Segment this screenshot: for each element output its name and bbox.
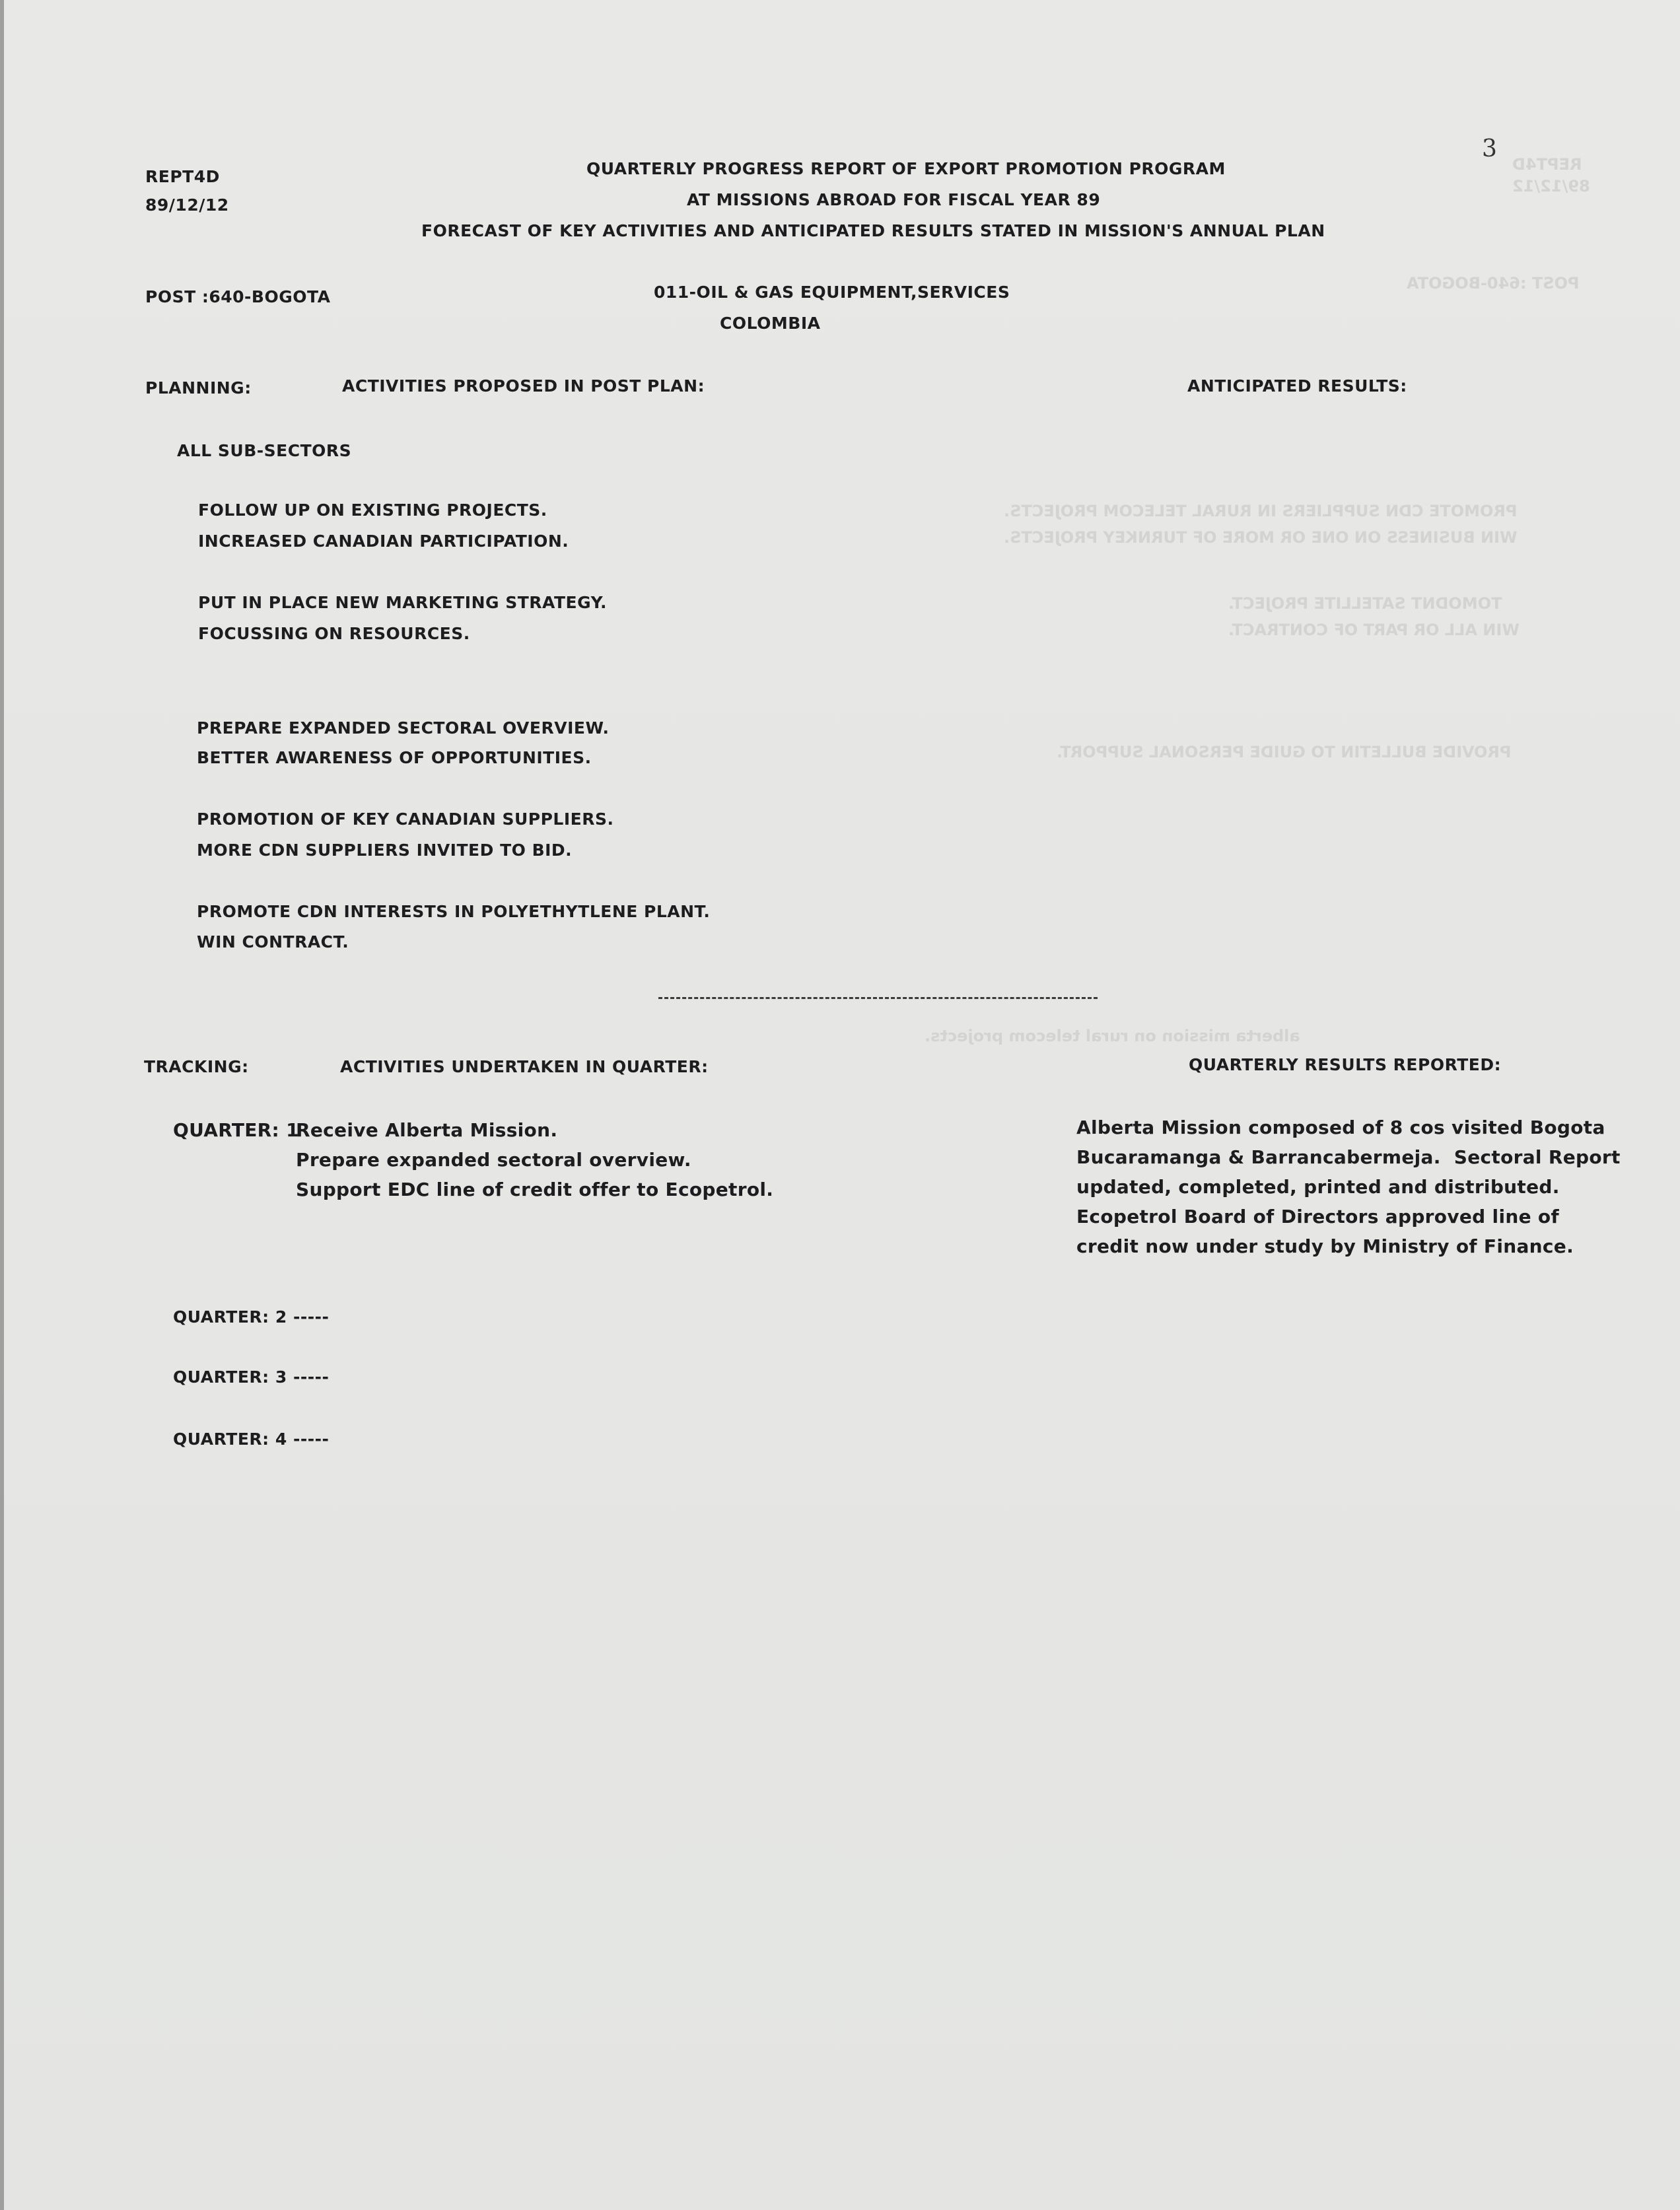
show-through-text: WIN ALL OR PART OF CONTRACT. <box>1228 621 1520 639</box>
planning-result: WIN CONTRACT. <box>197 932 349 951</box>
show-through-text: 89/12/12 <box>1512 177 1590 195</box>
quarter-1-result: Alberta Mission composed of 8 cos visited Bogota <box>1076 1117 1605 1138</box>
quarter-1-activity: Receive Alberta Mission. <box>296 1119 558 1141</box>
report-title-line-2: AT MISSIONS ABROAD FOR FISCAL YEAR 89 <box>687 190 1101 209</box>
planning-result: BETTER AWARENESS OF OPPORTUNITIES. <box>197 748 592 767</box>
planning-result: INCREASED CANADIAN PARTICIPATION. <box>198 532 569 551</box>
report-title-line-3: FORECAST OF KEY ACTIVITIES AND ANTICIPATED RESULTS STATED IN MISSION'S ANNUAL PLAN <box>421 221 1325 240</box>
planning-activity: PREPARE EXPANDED SECTORAL OVERVIEW. <box>197 718 610 738</box>
quarter-1-result: credit now under study by Ministry of Finance. <box>1076 1235 1574 1257</box>
show-through-text: alberta mission on rural telecom projects. <box>925 1027 1300 1045</box>
quarter-3-label: QUARTER: 3 ----- <box>173 1367 330 1387</box>
page-number: 3 <box>1482 135 1497 162</box>
tracking-results-heading: QUARTERLY RESULTS REPORTED: <box>1189 1055 1502 1074</box>
report-date: 89/12/12 <box>145 195 229 215</box>
post-label: POST :640-BOGOTA <box>145 287 331 306</box>
sector-label: 011-OIL & GAS EQUIPMENT,SERVICES <box>654 283 1010 302</box>
show-through-text: POST :640-BOGOTA <box>1407 274 1580 293</box>
planning-result: FOCUSSING ON RESOURCES. <box>198 624 470 643</box>
subsector-label: ALL SUB-SECTORS <box>177 441 352 460</box>
quarter-1-label: QUARTER: 1 <box>173 1119 299 1141</box>
quarter-1-activity: Prepare expanded sectoral overview. <box>296 1149 691 1171</box>
section-separator <box>658 997 1098 999</box>
planning-label: PLANNING: <box>145 378 252 397</box>
quarter-4-label: QUARTER: 4 ----- <box>173 1430 330 1449</box>
planning-activities-heading: ACTIVITIES PROPOSED IN POST PLAN: <box>342 376 705 396</box>
report-id: REPT4D <box>145 167 220 186</box>
show-through-text: PROVIDE BULLETIN TO GUIDE PERSONAL SUPPORT. <box>1057 743 1512 761</box>
show-through-text: REPT4D <box>1512 155 1582 174</box>
report-title-line-1: QUARTERLY PROGRESS REPORT OF EXPORT PROMOTION PROGRAM <box>586 159 1226 178</box>
page-edge-shadow <box>0 0 4 2210</box>
tracking-label: TRACKING: <box>144 1057 249 1076</box>
quarter-2-label: QUARTER: 2 ----- <box>173 1307 330 1327</box>
show-through-text: TOMODNT SATELLITE PROJECT. <box>1228 594 1502 613</box>
planning-activity: FOLLOW UP ON EXISTING PROJECTS. <box>198 501 547 520</box>
tracking-activities-heading: ACTIVITIES UNDERTAKEN IN QUARTER: <box>340 1057 709 1076</box>
quarter-1-result: Bucaramanga & Barrancabermeja. Sectoral Report <box>1076 1146 1621 1168</box>
show-through-text: WIN BUSINESS ON ONE OR MORE OF TURNKEY PROJECTS. <box>1004 528 1518 547</box>
quarter-1-result: updated, completed, printed and distributed. <box>1076 1176 1560 1198</box>
planning-activity: PUT IN PLACE NEW MARKETING STRATEGY. <box>198 593 608 612</box>
quarter-1-result: Ecopetrol Board of Directors approved line of <box>1076 1206 1559 1227</box>
planning-activity: PROMOTION OF KEY CANADIAN SUPPLIERS. <box>197 810 614 829</box>
country-label: COLOMBIA <box>720 314 821 333</box>
planning-activity: PROMOTE CDN INTERESTS IN POLYETHYTLENE PLANT. <box>197 902 711 921</box>
quarter-1-activity: Support EDC line of credit offer to Ecopetrol. <box>296 1179 774 1200</box>
planning-result: MORE CDN SUPPLIERS INVITED TO BID. <box>197 841 573 860</box>
show-through-text: PROMOTE CDN SUPPLIERS IN RURAL TELECOM PROJECTS. <box>1004 502 1518 520</box>
planning-results-heading: ANTICIPATED RESULTS: <box>1187 376 1407 396</box>
